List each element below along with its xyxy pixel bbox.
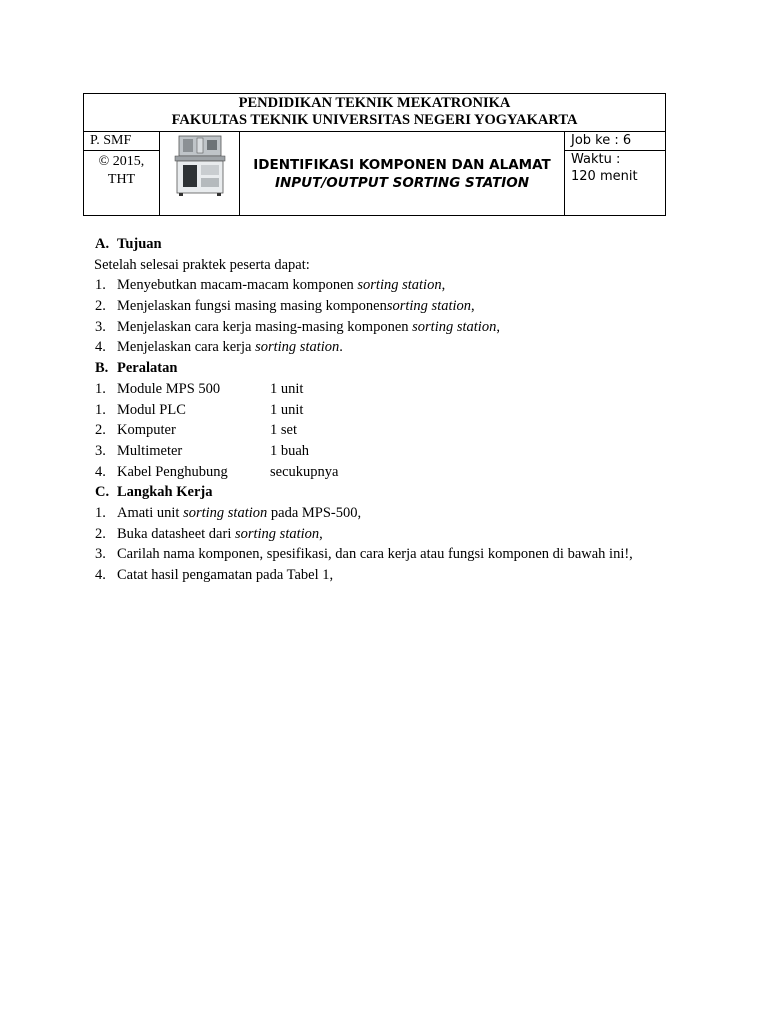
section-a-title: Tujuan	[117, 236, 162, 252]
objective-emphasis: sorting station	[386, 298, 472, 315]
equipment-item	[95, 400, 695, 421]
objective-text: Menjelaskan cara kerja	[117, 339, 256, 356]
waktu-label: Waktu :	[571, 152, 621, 167]
equipment-name: Modul PLC	[117, 401, 186, 418]
equipment-number: 4.	[95, 463, 106, 480]
objective-emphasis: sorting station	[357, 277, 442, 294]
section-a-intro: Setelah selesai praktek peserta dapat:	[94, 256, 310, 273]
step-number: 2.	[95, 525, 106, 542]
objective-emphasis: sorting station	[412, 318, 497, 335]
objective-text: Menjelaskan cara kerja masing-masing komponen	[117, 318, 413, 335]
equipment-item	[95, 462, 695, 483]
objective-number: 3.	[95, 318, 106, 335]
step-text: Carilah nama komponen, spesifikasi, dan cara kerja atau fungsi komponen di bawah ini!,	[117, 546, 633, 563]
header-psmf: P. SMF	[84, 132, 160, 151]
section-b-title: Peralatan	[117, 360, 178, 377]
objective-emphasis: sorting station	[255, 339, 340, 356]
section-c-heading	[95, 482, 695, 503]
objective-number: 2.	[95, 298, 106, 315]
header-table	[83, 93, 666, 216]
step-item	[95, 544, 695, 565]
header-line1: PENDIDIKAN TEKNIK MEKATRONIKA	[238, 95, 511, 111]
step-number: 1.	[95, 504, 106, 521]
waktu-value: 120 menit	[571, 169, 638, 184]
equipment-quantity: secukupnya	[270, 463, 339, 480]
section-b-label: B.	[95, 360, 109, 377]
header-copyright	[84, 151, 160, 216]
step-text: Buka datasheet dari	[117, 525, 235, 542]
step-text-after: pada MPS-500,	[267, 504, 362, 521]
equipment-name: Kabel Penghubung	[117, 463, 228, 480]
objective-text: Menyebutkan macam-macam komponen	[117, 277, 358, 294]
step-item	[95, 565, 695, 586]
copyright-year: © 2015,	[98, 154, 145, 169]
objective-item	[95, 337, 695, 358]
step-text: Catat hasil pengamatan pada Tabel 1,	[117, 567, 334, 583]
objective-punct: ,	[496, 318, 500, 335]
section-a-label: A.	[95, 236, 110, 252]
header-title-cell	[240, 132, 565, 216]
step-number: 3.	[95, 546, 106, 563]
objective-number: 1.	[95, 277, 106, 294]
objectives-list	[95, 275, 695, 358]
equipment-quantity: 1 set	[270, 422, 297, 439]
steps-list	[95, 503, 695, 586]
job-number: Job ke : 6	[565, 132, 666, 151]
document-title: IDENTIFIKASI KOMPONEN DAN ALAMAT	[253, 156, 551, 173]
step-emphasis: sorting station	[234, 525, 320, 542]
equipment-number: 1.	[95, 380, 106, 397]
header-line2: FAKULTAS TEKNIK UNIVERSITAS NEGERI YOGYAKARTA	[171, 112, 578, 128]
step-number: 4.	[95, 567, 106, 583]
section-c-label: C.	[95, 484, 110, 501]
sorting-station-image	[161, 133, 238, 197]
equipment-quantity: 1 unit	[270, 401, 304, 418]
objective-item	[95, 275, 695, 296]
step-text: Amati unit	[117, 504, 184, 521]
station-image-cell	[160, 132, 240, 216]
document-body	[95, 234, 695, 586]
step-text-after: ,	[319, 525, 323, 542]
equipment-name: Module MPS 500	[117, 380, 221, 397]
equipment-quantity: 1 unit	[270, 380, 304, 397]
equipment-number: 2.	[95, 422, 106, 439]
equipment-number: 3.	[95, 442, 106, 459]
equipment-item	[95, 420, 695, 441]
header-institution	[84, 94, 666, 132]
equipment-name: Komputer	[117, 422, 176, 439]
step-item	[95, 503, 695, 524]
waktu-cell	[565, 151, 666, 216]
equipment-item	[95, 379, 695, 400]
objective-text: Menjelaskan fungsi masing masing komponen	[117, 298, 387, 315]
section-b-heading	[95, 358, 695, 379]
section-c-title: Langkah Kerja	[117, 484, 213, 501]
equipment-list	[95, 379, 695, 482]
section-a-heading	[95, 234, 695, 255]
step-item	[95, 524, 695, 545]
equipment-quantity: 1 buah	[270, 442, 310, 459]
equipment-number: 1.	[95, 401, 106, 418]
step-emphasis: sorting station	[183, 504, 268, 521]
equipment-item	[95, 441, 695, 462]
objective-punct: ,	[441, 277, 446, 294]
objective-punct: .	[339, 339, 343, 356]
equipment-name: Multimeter	[117, 442, 183, 459]
copyright-author: THT	[107, 172, 136, 187]
objective-item	[95, 317, 695, 338]
document-subtitle: INPUT/OUTPUT SORTING STATION	[274, 174, 530, 191]
objective-item	[95, 296, 695, 317]
objective-punct: ,	[471, 298, 475, 315]
objective-number: 4.	[95, 339, 106, 356]
